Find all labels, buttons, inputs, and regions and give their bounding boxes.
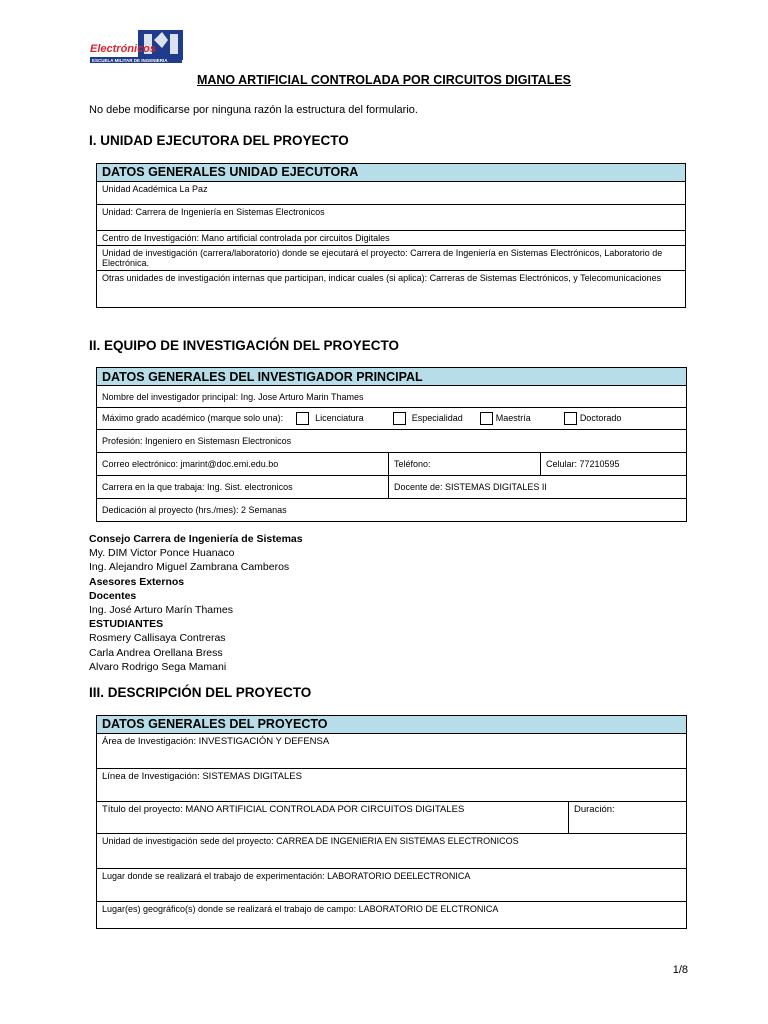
- area-investigacion-field: Área de Investigación: INVESTIGACIÓN Y DEFENSA: [97, 734, 687, 769]
- team-group-heading: Asesores Externos: [89, 575, 185, 588]
- docente-field: Docente de: SISTEMAS DIGITALES II: [389, 476, 687, 499]
- correo-field: Correo electrónico: jmarint@doc.emi.edu.bo: [97, 453, 389, 476]
- form-note: No debe modificarse por ninguna razón la estructura del formulario.: [89, 104, 418, 116]
- team-list: [89, 532, 303, 674]
- maestria-checkbox[interactable]: [480, 412, 493, 425]
- table-header: DATOS GENERALES DEL PROYECTO: [97, 716, 687, 734]
- celular-field: Celular: 77210595: [541, 453, 687, 476]
- page-number: 1/8: [672, 964, 688, 976]
- especialidad-label: Especialidad: [411, 412, 463, 423]
- especialidad-checkbox[interactable]: [393, 412, 406, 425]
- duracion-field: Duración:: [569, 802, 687, 834]
- unidad-ejecutora-table: [96, 163, 686, 308]
- team-member: Ing. Alejandro Miguel Zambrana Camberos: [89, 561, 290, 574]
- team-member: Alvaro Rodrigo Sega Mamani: [89, 660, 227, 673]
- unidad-investigacion-field: Unidad de investigación (carrera/laboratorio) donde se ejecutará el proyecto: Carrera de Ingeniería en Sistemas Electrónicos, Laboratorio de Electrónica.: [97, 246, 686, 271]
- dedicacion-field: Dedicación al proyecto (hrs./mes): 2 Semanas: [97, 499, 687, 522]
- document-title: MANO ARTIFICIAL CONTROLADA POR CIRCUITOS DIGITALES: [196, 73, 572, 87]
- maestria-label: Maestría: [495, 412, 531, 423]
- telefono-field: Teléfono:: [389, 453, 541, 476]
- carrera-field: Carrera en la que trabaja: Ing. Sist. electronicos: [97, 476, 389, 499]
- grado-academico-row: [97, 408, 687, 430]
- doctorado-checkbox[interactable]: [564, 412, 577, 425]
- section1-heading: I. UNIDAD EJECUTORA DEL PROYECTO: [89, 133, 349, 148]
- grado-label: Máximo grado académico (marque solo una):: [102, 412, 284, 423]
- team-group-heading: Consejo Carrera de Ingeniería de Sistemas: [89, 533, 303, 545]
- team-member: My. DIM Victor Ponce Huanaco: [89, 547, 235, 560]
- proyecto-table: [96, 715, 687, 929]
- team-group-heading: Docentes: [89, 589, 137, 602]
- centro-investigacion-field: Centro de Investigación: Mano artificial controlada por circuitos Digitales: [97, 231, 686, 246]
- table-header: DATOS GENERALES UNIDAD EJECUTORA: [97, 164, 686, 182]
- section2-heading: II. EQUIPO DE INVESTIGACIÓN DEL PROYECTO: [89, 338, 400, 353]
- nombre-investigador-field: Nombre del investigador principal: Ing. Jose Arturo Marin Thames: [97, 386, 687, 408]
- lugar-campo-field: Lugar(es) geográfico(s) donde se realizará el trabajo de campo: LABORATORIO DE ELCTRONICA: [97, 902, 687, 929]
- team-member: Ing. José Arturo Marín Thames: [89, 604, 233, 617]
- licenciatura-checkbox[interactable]: [296, 412, 309, 425]
- section3-heading: III. DESCRIPCIÓN DEL PROYECTO: [89, 685, 312, 700]
- doctorado-label: Doctorado: [579, 412, 622, 423]
- unidad-academica-field: Unidad Académica La Paz: [97, 182, 686, 205]
- table-header: DATOS GENERALES DEL INVESTIGADOR PRINCIPAL: [97, 368, 687, 386]
- licenciatura-label: Licenciatura: [315, 412, 364, 423]
- team-member: Carla Andrea Orellana Bress: [89, 646, 223, 659]
- team-group-heading: ESTUDIANTES: [89, 618, 164, 631]
- team-member: Rosmery Callisaya Contreras: [89, 632, 226, 645]
- titulo-proyecto-field: Título del proyecto: MANO ARTIFICIAL CONTROLADA POR CIRCUITOS DIGITALES: [97, 802, 569, 834]
- unidad-sede-field: Unidad de investigación sede del proyecto: CARREA DE INGENIERIA EN SISTEMAS ELECTRONICOS: [97, 834, 687, 869]
- investigador-table: [96, 367, 687, 522]
- institution-logo: [88, 30, 183, 68]
- profesion-field: Profesión: Ingeniero en Sistemasn Electronicos: [97, 430, 687, 453]
- lugar-experimentacion-field: Lugar donde se realizará el trabajo de experimentación: LABORATORIO DEELECTRONICA: [97, 869, 687, 902]
- unidad-field: Unidad: Carrera de Ingeniería en Sistemas Electronicos: [97, 205, 686, 231]
- logo-text-top: Electrónicos: [90, 43, 157, 55]
- logo-text-bottom: ESCUELA MILITAR DE INGENIERIA: [92, 58, 168, 63]
- otras-unidades-field: Otras unidades de investigación internas que participan, indicar cuales (si aplica): Carreras de Sistemas Electrónicos, y Telecomunicaciones: [97, 271, 686, 308]
- linea-investigacion-field: Línea de Investigación: SISTEMAS DIGITALES: [97, 769, 687, 802]
